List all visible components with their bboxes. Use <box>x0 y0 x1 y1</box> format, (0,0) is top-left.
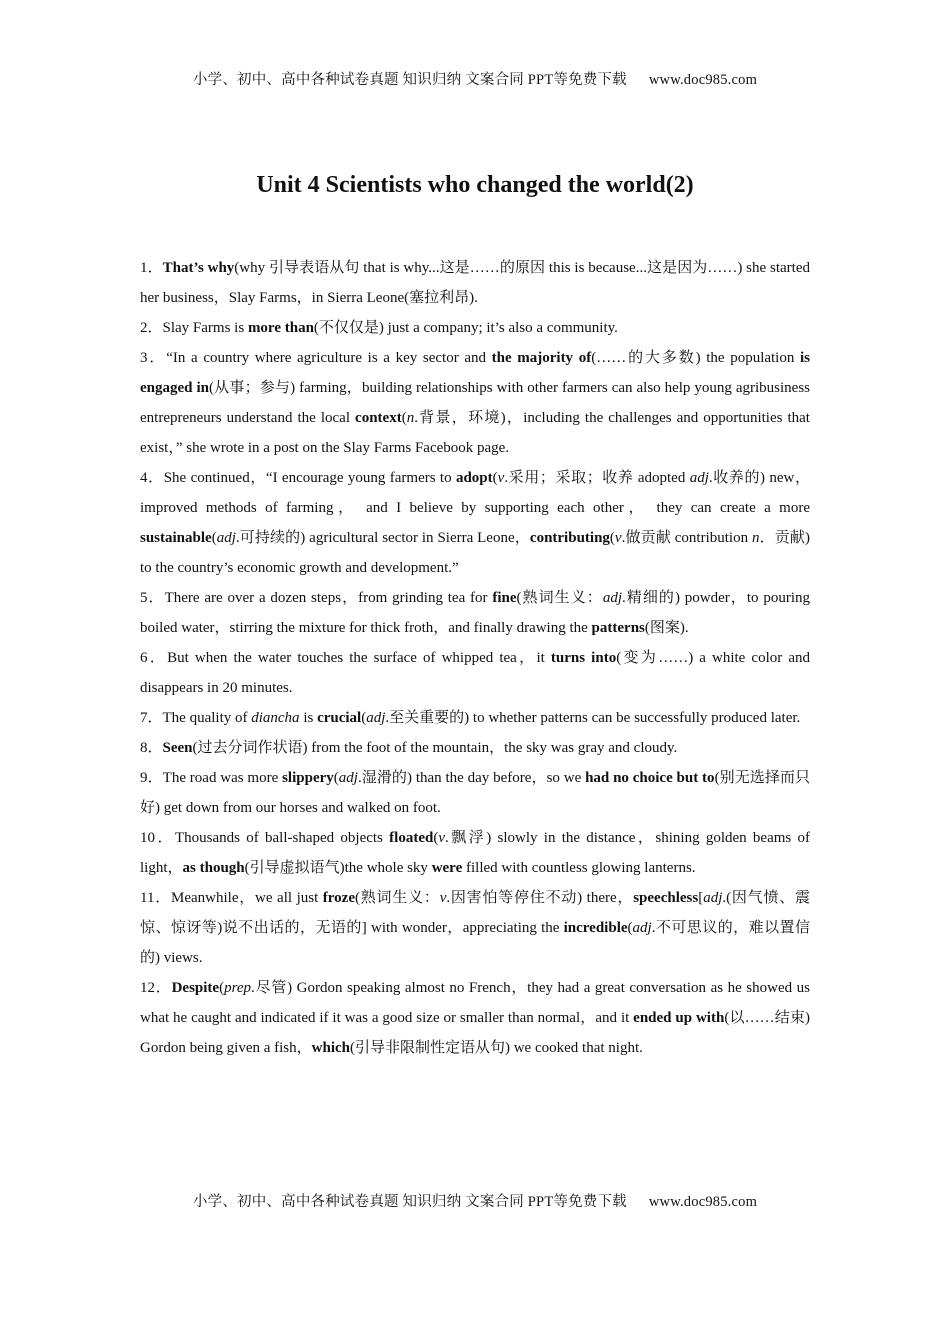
sentence-text: .因害怕等停住不动) there， <box>446 890 634 906</box>
bold-term: sustainable <box>140 530 212 546</box>
sentence-text: ( <box>433 830 439 846</box>
italic-term: adj <box>216 530 236 546</box>
sentence-text: filled with countless glowing lanterns. <box>462 860 696 876</box>
sentence-text: 7．The quality of <box>140 710 252 726</box>
sentence-item <box>140 823 810 883</box>
header-text: 小学、初中、高中各种试卷真题 知识归纳 文案合同 PPT等免费下载 <box>192 72 627 88</box>
bold-term: slippery <box>282 770 334 786</box>
bold-term: Seen <box>162 740 193 756</box>
sentence-text: (从事；参与) farming，building relationships with other farmers can also help young agribusiness entrepreneurs understand the local <box>140 380 810 426</box>
italic-term: adj <box>338 770 358 786</box>
sentence-text: ．贡献) to the country’s economic growth and development.” <box>140 530 811 576</box>
header-url: www.doc985.com <box>648 72 758 88</box>
sentence-text: (why 引导表语从句 that is why...这是……的原因 this is because...这是因为……) she started her business，Slay Farms，in Sierra Leone(塞拉利昂). <box>140 260 810 306</box>
sentence-text: (熟词生义： <box>355 890 440 906</box>
sentence-text: .飘浮) slowly in the distance，shining golden beams of light， <box>140 830 811 876</box>
sentence-text: 5．There are over a dozen steps，from grinding tea for <box>140 590 493 606</box>
sentence-text: (熟词生义： <box>516 590 603 606</box>
bold-term: turns into <box>550 650 617 666</box>
sentence-text: .采用；采取；收养 adopted <box>504 470 690 486</box>
bold-term: patterns <box>591 620 645 636</box>
sentence-text: (别无选择而只好) get down from our horses and walked on foot. <box>140 770 811 816</box>
bold-term: adopt <box>455 470 493 486</box>
sentence-text: ( <box>492 470 498 486</box>
sentence-text: .收养的) new， improved methods of farming， and I believe by supporting each other， they can create a more <box>140 470 810 516</box>
italic-term: adj <box>366 710 386 726</box>
italic-term: n <box>751 530 760 546</box>
bold-term: incredible <box>563 920 628 936</box>
sentence-text: ( <box>401 410 407 426</box>
bold-term: context <box>355 410 402 426</box>
page-footer <box>0 1190 950 1211</box>
sentence-text: 3．“In a country where agriculture is a key sector and <box>140 350 492 366</box>
bold-term: were <box>431 860 463 876</box>
sentence-item <box>140 343 810 463</box>
sentence-text: (图案). <box>644 620 689 636</box>
italic-term: v <box>614 530 622 546</box>
sentence-item <box>140 643 810 703</box>
bold-term: contributing <box>529 530 610 546</box>
sentence-text: (以……结束) Gordon being given a fish， <box>140 1010 810 1056</box>
bold-term: fine <box>492 590 517 606</box>
sentence-text: .至关重要的) to whether patterns can be successfully produced later. <box>385 710 801 726</box>
italic-term: adj <box>703 890 723 906</box>
sentence-text: .尽管) Gordon speaking almost no French，they had a great conversation as he showed us what he caught and indicated if it was a good size or smaller than normal，and it <box>140 980 810 1026</box>
sentence-item <box>140 733 810 763</box>
italic-term: diancha <box>251 710 300 726</box>
sentence-text: .做贡献 contribution <box>621 530 752 546</box>
bold-term: ended up with <box>633 1010 725 1026</box>
bold-term: floated <box>389 830 434 846</box>
sentence-text: ( <box>211 530 217 546</box>
sentence-text: .精细的) powder，to pouring boiled water，stirring the mixture for thick froth，and finally drawing the <box>140 590 810 636</box>
sentence-item <box>140 463 810 583</box>
sentence-text: 2．Slay Farms is <box>140 320 248 336</box>
sentence-text: ( <box>361 710 367 726</box>
sentence-text: 8． <box>140 740 163 756</box>
italic-term: prep <box>224 980 252 996</box>
sentence-text: .可持续的) agricultural sector in Sierra Leone， <box>235 530 530 546</box>
bold-term: Despite <box>171 980 220 996</box>
sentence-item <box>140 253 810 313</box>
sentence-text: .背景，环境)，including the challenges and opportunities that exist，” she wrote in a post on the Slay Farms Facebook page. <box>140 410 810 456</box>
sentence-text: [ <box>698 890 704 906</box>
sentence-text: ( <box>627 920 633 936</box>
footer-url: www.doc985.com <box>648 1194 758 1210</box>
sentence-text: (引导非限制性定语从句) we cooked that night. <box>349 1040 643 1056</box>
sentence-text: (……的大多数) the population <box>591 350 800 366</box>
sentence-text: .不可思议的，难以置信的) views. <box>140 920 810 966</box>
footer-text: 小学、初中、高中各种试卷真题 知识归纳 文案合同 PPT等免费下载 <box>192 1194 627 1210</box>
sentence-text: 10．Thousands of ball-shaped objects <box>140 830 390 846</box>
sentence-text: (不仅仅是) just a company; it’s also a community. <box>313 320 618 336</box>
sentence-item <box>140 973 810 1063</box>
bold-term: more than <box>247 320 314 336</box>
italic-term: adj <box>632 920 652 936</box>
bold-term: froze <box>322 890 355 906</box>
bold-term: crucial <box>317 710 362 726</box>
italic-term: n <box>406 410 415 426</box>
bold-term: as though <box>182 860 245 876</box>
sentence-text: ( <box>219 980 225 996</box>
bold-term: That’s why <box>162 260 235 276</box>
sentence-text: .湿滑的) than the day before，so we <box>357 770 586 786</box>
page-header <box>0 68 950 89</box>
sentence-text: (引导虚拟语气)the whole sky <box>244 860 432 876</box>
sentence-list <box>140 253 810 1063</box>
bold-term: is engaged in <box>140 350 810 396</box>
sentence-text: 1． <box>140 260 163 276</box>
sentence-item <box>140 703 810 733</box>
bold-term: had no choice but to <box>585 770 715 786</box>
sentence-text: 11．Meanwhile，we all just <box>140 890 323 906</box>
sentence-text: 12． <box>140 980 172 996</box>
sentence-text: 6．But when the water touches the surface of whipped tea，it <box>140 650 551 666</box>
sentence-item <box>140 313 810 343</box>
bold-term: the majority of <box>491 350 592 366</box>
document-title: Unit 4 Scientists who changed the world(2) <box>256 172 694 198</box>
bold-term: speechless <box>633 890 699 906</box>
italic-term: v <box>497 470 505 486</box>
italic-term: v <box>438 830 445 846</box>
sentence-text: .(因气愤、震惊、惊讶等)说不出话的，无语的] with wonder，appreciating the <box>140 890 811 936</box>
sentence-item <box>140 883 810 973</box>
sentence-text: 4．She continued，“I encourage young farmers to <box>140 470 456 486</box>
sentence-text: (变为……) a white color and disappears in 20 minutes. <box>140 650 810 696</box>
italic-term: adj <box>689 470 709 486</box>
sentence-text: is <box>299 710 318 726</box>
italic-term: adj <box>602 590 622 606</box>
sentence-text: ( <box>333 770 339 786</box>
sentence-text: ( <box>609 530 615 546</box>
sentence-item <box>140 583 810 643</box>
sentence-text: (过去分词作状语) from the foot of the mountain，the sky was gray and cloudy. <box>192 740 678 756</box>
italic-term: v <box>439 890 447 906</box>
sentence-text: 9．The road was more <box>140 770 283 786</box>
bold-term: which <box>311 1040 350 1056</box>
sentence-item <box>140 763 810 823</box>
